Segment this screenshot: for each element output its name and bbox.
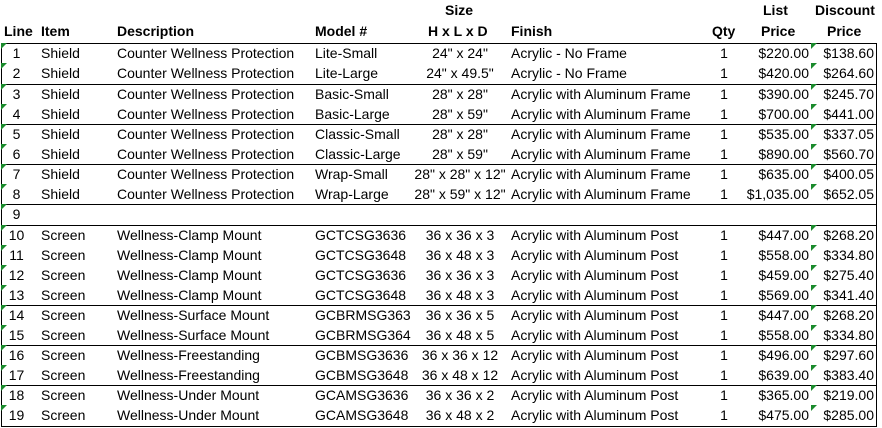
finish-cell[interactable]: Acrylic with Aluminum Post (511, 247, 679, 263)
cell-indicator-icon (1, 245, 7, 251)
list-price-cell[interactable]: $535.00 (758, 126, 809, 142)
header-list-top: List (763, 2, 788, 18)
header-list-bottom: Price (761, 23, 796, 39)
item-cell[interactable]: Screen (41, 327, 86, 343)
line-number-cell[interactable]: 16 (8, 347, 25, 363)
cell-indicator-icon (1, 305, 7, 311)
description-cell[interactable]: Wellness-Clamp Mount (117, 247, 262, 263)
table-row[interactable] (0, 43, 882, 63)
qty-cell[interactable]: 1 (720, 45, 728, 61)
item-cell[interactable]: Shield (41, 45, 80, 61)
header-line: Line (4, 23, 33, 39)
table-row[interactable] (0, 84, 882, 104)
line-number-cell[interactable]: 14 (8, 307, 25, 323)
model-cell[interactable]: GCBRMSG364 (315, 327, 411, 343)
table-row[interactable] (0, 265, 882, 285)
qty-cell[interactable]: 1 (720, 247, 728, 263)
qty-cell[interactable]: 1 (720, 126, 728, 142)
item-cell[interactable]: Shield (41, 65, 80, 81)
description-cell[interactable]: Counter Wellness Protection (117, 186, 295, 202)
discount-price-cell[interactable]: $334.80 (823, 247, 874, 263)
size-cell[interactable]: 36 x 48 x 3 (425, 247, 495, 263)
cell-indicator-icon (1, 63, 7, 69)
line-number-cell[interactable]: 6 (12, 146, 21, 162)
description-cell[interactable]: Wellness-Under Mount (117, 407, 260, 423)
line-number-cell[interactable]: 19 (8, 407, 25, 423)
description-cell[interactable]: Counter Wellness Protection (117, 166, 295, 182)
line-number-cell[interactable]: 3 (12, 86, 21, 102)
description-cell[interactable]: Wellness-Clamp Mount (117, 227, 262, 243)
list-price-cell[interactable]: $496.00 (758, 347, 809, 363)
list-price-cell[interactable]: $475.00 (758, 407, 809, 423)
cell-indicator-icon (1, 385, 7, 391)
description-cell[interactable]: Wellness-Clamp Mount (117, 287, 262, 303)
size-cell[interactable]: 36 x 48 x 3 (425, 287, 495, 303)
header-model: Model # (315, 23, 368, 39)
qty-cell[interactable]: 1 (720, 327, 728, 343)
cell-indicator-icon (811, 164, 817, 170)
finish-cell[interactable]: Acrylic with Aluminum Post (511, 367, 679, 383)
model-cell[interactable]: GCAMSG3648 (315, 407, 409, 423)
description-cell[interactable] (117, 204, 313, 224)
item-cell[interactable]: Shield (41, 186, 80, 202)
finish-cell[interactable]: Acrylic with Aluminum Frame (511, 86, 691, 102)
item-cell[interactable]: Screen (41, 227, 86, 243)
qty-cell[interactable]: 1 (720, 186, 728, 202)
header-item: Item (41, 23, 70, 39)
list-price-cell[interactable]: $700.00 (758, 106, 809, 122)
description-cell[interactable]: Counter Wellness Protection (117, 45, 295, 61)
size-cell[interactable]: 24" x 49.5" (426, 65, 494, 81)
model-cell[interactable]: GCTCSG3636 (315, 267, 407, 283)
table-row[interactable] (0, 124, 882, 144)
list-price-cell[interactable]: $890.00 (758, 146, 809, 162)
cell-indicator-icon (811, 124, 817, 130)
line-number-cell[interactable]: 12 (8, 267, 25, 283)
list-price-cell[interactable]: $420.00 (758, 65, 809, 81)
size-cell[interactable]: 28" x 28" x 12" (414, 166, 506, 182)
item-cell[interactable]: Shield (41, 126, 80, 142)
item-cell[interactable]: Screen (41, 407, 86, 423)
qty-cell[interactable]: 1 (720, 86, 728, 102)
model-cell[interactable]: Lite-Large (315, 65, 379, 81)
table-row[interactable] (0, 144, 882, 164)
cell-indicator-icon (811, 325, 817, 331)
item-cell[interactable]: Screen (41, 287, 86, 303)
cell-indicator-icon (1, 184, 7, 190)
size-cell[interactable]: 28" x 28" (432, 86, 488, 102)
finish-cell[interactable] (511, 204, 707, 224)
qty-cell[interactable]: 1 (720, 287, 728, 303)
finish-cell[interactable]: Acrylic - No Frame (511, 45, 627, 61)
line-number-cell[interactable]: 11 (9, 247, 24, 263)
table-row[interactable] (0, 285, 882, 305)
discount-price-cell[interactable]: $400.05 (823, 166, 874, 182)
cell-indicator-icon (811, 144, 817, 150)
header-discount-bottom: Price (827, 23, 862, 39)
cell-indicator-icon (811, 305, 817, 311)
size-cell[interactable]: 36 x 36 x 5 (425, 307, 495, 323)
header-size-bottom: H x L x D (428, 23, 488, 39)
header-description: Description (117, 23, 195, 39)
discount-price-cell[interactable]: $441.00 (823, 106, 874, 122)
discount-price-cell[interactable]: $560.70 (823, 146, 874, 162)
header-finish: Finish (511, 23, 553, 39)
line-number-cell[interactable]: 17 (8, 367, 25, 383)
discount-price-cell[interactable]: $285.00 (823, 407, 874, 423)
cell-indicator-icon (1, 104, 7, 110)
item-cell[interactable]: Screen (41, 387, 86, 403)
cell-indicator-icon (1, 325, 7, 331)
item-cell[interactable]: Shield (41, 146, 80, 162)
description-cell[interactable]: Wellness-Surface Mount (117, 327, 270, 343)
qty-cell[interactable]: 1 (720, 387, 728, 403)
size-cell[interactable]: 36 x 36 x 2 (425, 387, 495, 403)
qty-cell[interactable]: 1 (720, 347, 728, 363)
description-cell[interactable]: Wellness-Clamp Mount (117, 267, 262, 283)
qty-cell[interactable]: 1 (720, 407, 728, 423)
list-price-cell[interactable]: $639.00 (758, 367, 809, 383)
list-price-cell[interactable] (741, 204, 809, 224)
discount-price-cell[interactable]: $337.05 (823, 126, 874, 142)
list-price-cell[interactable]: $447.00 (758, 307, 809, 323)
line-number-cell[interactable]: 1 (12, 45, 21, 61)
size-cell[interactable]: 28" x 59" (432, 146, 488, 162)
list-price-cell[interactable]: $459.00 (758, 267, 809, 283)
list-price-cell[interactable]: $558.00 (758, 327, 809, 343)
line-number-cell[interactable]: 9 (12, 206, 21, 222)
finish-cell[interactable]: Acrylic with Aluminum Post (511, 327, 679, 343)
discount-price-cell[interactable]: $138.60 (823, 45, 874, 61)
discount-price-cell[interactable]: $268.20 (823, 307, 874, 323)
cell-indicator-icon (811, 245, 817, 251)
table-row[interactable] (0, 204, 882, 224)
finish-cell[interactable]: Acrylic with Aluminum Post (511, 407, 679, 423)
qty-cell[interactable] (707, 204, 741, 224)
item-cell[interactable]: Shield (41, 166, 80, 182)
discount-price-cell[interactable]: $275.40 (823, 267, 874, 283)
qty-cell[interactable]: 1 (720, 146, 728, 162)
cell-indicator-icon (811, 365, 817, 371)
model-cell[interactable]: Classic-Small (315, 126, 400, 142)
table-row[interactable] (0, 305, 882, 325)
table-row[interactable] (0, 63, 882, 83)
size-cell[interactable] (411, 204, 509, 224)
finish-cell[interactable]: Acrylic with Aluminum Post (511, 307, 679, 323)
cell-indicator-icon (1, 265, 7, 271)
list-price-cell[interactable]: $390.00 (758, 86, 809, 102)
description-cell[interactable]: Counter Wellness Protection (117, 65, 295, 81)
size-cell[interactable]: 36 x 36 x 3 (425, 267, 495, 283)
qty-cell[interactable]: 1 (720, 65, 728, 81)
item-cell[interactable]: Shield (41, 86, 80, 102)
discount-price-cell[interactable]: $341.40 (823, 287, 874, 303)
header-discount-top: Discount (815, 2, 875, 18)
description-cell[interactable]: Wellness-Surface Mount (117, 307, 270, 323)
cell-indicator-icon (811, 405, 817, 411)
size-cell[interactable]: 36 x 36 x 3 (425, 227, 495, 243)
size-cell[interactable]: 36 x 36 x 12 (421, 347, 499, 363)
list-price-cell[interactable]: $365.00 (758, 387, 809, 403)
item-cell[interactable]: Screen (41, 307, 86, 323)
model-cell[interactable]: GCTCSG3648 (315, 287, 407, 303)
size-cell[interactable]: 36 x 48 x 12 (421, 367, 499, 383)
item-cell[interactable] (41, 204, 115, 224)
qty-cell[interactable]: 1 (720, 367, 728, 383)
cell-indicator-icon (1, 225, 7, 231)
line-number-cell[interactable]: 13 (8, 287, 25, 303)
discount-price-cell[interactable]: $383.40 (823, 367, 874, 383)
size-cell[interactable]: 24" x 24" (432, 45, 488, 61)
finish-cell[interactable]: Acrylic with Aluminum Post (511, 287, 679, 303)
header-qty: Qty (712, 23, 736, 39)
finish-cell[interactable]: Acrylic with Aluminum Post (511, 267, 679, 283)
description-cell[interactable]: Counter Wellness Protection (117, 86, 295, 102)
line-number-cell[interactable]: 8 (12, 186, 21, 202)
finish-cell[interactable]: Acrylic with Aluminum Frame (511, 126, 691, 142)
line-number-cell[interactable]: 10 (8, 227, 25, 243)
description-cell[interactable]: Wellness-Freestanding (117, 367, 260, 383)
size-cell[interactable]: 28" x 59" x 12" (414, 186, 506, 202)
model-cell[interactable]: Basic-Small (315, 86, 389, 102)
model-cell[interactable]: GCAMSG3636 (315, 387, 409, 403)
size-cell[interactable]: 36 x 48 x 5 (425, 327, 495, 343)
model-cell[interactable] (315, 204, 411, 224)
item-cell[interactable]: Screen (41, 347, 86, 363)
finish-cell[interactable]: Acrylic with Aluminum Frame (511, 146, 691, 162)
qty-cell[interactable]: 1 (720, 166, 728, 182)
list-price-cell[interactable]: $635.00 (758, 166, 809, 182)
cell-indicator-icon (811, 345, 817, 351)
cell-indicator-icon (1, 345, 7, 351)
qty-cell[interactable]: 1 (720, 307, 728, 323)
finish-cell[interactable]: Acrylic with Aluminum Post (511, 227, 679, 243)
cell-indicator-icon (1, 124, 7, 130)
table-row[interactable] (0, 184, 882, 204)
list-price-cell[interactable]: $558.00 (758, 247, 809, 263)
model-cell[interactable]: GCBRMSG363 (315, 307, 411, 323)
table-row[interactable] (0, 345, 882, 365)
model-cell[interactable]: GCBMSG3648 (315, 367, 409, 383)
cell-indicator-icon (811, 225, 817, 231)
description-cell[interactable]: Wellness-Freestanding (117, 347, 260, 363)
discount-price-cell[interactable] (811, 204, 874, 224)
qty-cell[interactable]: 1 (720, 106, 728, 122)
line-number-cell[interactable]: 2 (12, 65, 21, 81)
line-number-cell[interactable]: 18 (8, 387, 25, 403)
model-cell[interactable]: Classic-Large (315, 146, 401, 162)
model-cell[interactable]: Wrap-Small (315, 166, 388, 182)
line-number-cell[interactable]: 7 (12, 166, 21, 182)
table-row[interactable] (0, 225, 882, 245)
cell-indicator-icon (1, 43, 7, 49)
size-cell[interactable]: 28" x 59" (432, 106, 488, 122)
line-number-cell[interactable]: 15 (8, 327, 25, 343)
cell-indicator-icon (811, 84, 817, 90)
discount-price-cell[interactable]: $219.00 (823, 387, 874, 403)
discount-price-cell[interactable]: $652.05 (823, 186, 874, 202)
model-cell[interactable]: GCTCSG3636 (315, 227, 407, 243)
finish-cell[interactable]: Acrylic with Aluminum Post (511, 387, 679, 403)
description-cell[interactable]: Wellness-Under Mount (117, 387, 260, 403)
discount-price-cell[interactable]: $245.70 (823, 86, 874, 102)
discount-price-cell[interactable]: $264.60 (823, 65, 874, 81)
list-price-cell[interactable]: $1,035.00 (746, 186, 809, 202)
cell-indicator-icon (1, 405, 7, 411)
cell-indicator-icon (1, 204, 7, 210)
table-row[interactable] (0, 405, 882, 425)
cell-indicator-icon (1, 144, 7, 150)
cell-indicator-icon (811, 63, 817, 69)
finish-cell[interactable]: Acrylic - No Frame (511, 65, 627, 81)
item-cell[interactable]: Shield (41, 106, 80, 122)
size-cell[interactable]: 28" x 28" (432, 126, 488, 142)
cell-indicator-icon (1, 285, 7, 291)
qty-cell[interactable]: 1 (720, 227, 728, 243)
model-cell[interactable]: Wrap-Large (315, 186, 389, 202)
discount-price-cell[interactable]: $268.20 (823, 227, 874, 243)
finish-cell[interactable]: Acrylic with Aluminum Frame (511, 166, 691, 182)
model-cell[interactable]: GCTCSG3648 (315, 247, 407, 263)
cell-indicator-icon (811, 285, 817, 291)
description-cell[interactable]: Counter Wellness Protection (117, 146, 295, 162)
table-row[interactable] (0, 164, 882, 184)
table-row[interactable] (0, 104, 882, 124)
item-cell[interactable]: Screen (41, 267, 86, 283)
model-cell[interactable]: Basic-Large (315, 106, 390, 122)
cell-indicator-icon (811, 385, 817, 391)
size-cell[interactable]: 36 x 48 x 2 (425, 407, 495, 423)
table-row[interactable] (0, 325, 882, 345)
cell-indicator-icon (811, 265, 817, 271)
table-row[interactable] (0, 385, 882, 405)
cell-indicator-icon (1, 365, 7, 371)
header-size-top: Size (445, 2, 474, 18)
cell-indicator-icon (811, 104, 817, 110)
cell-indicator-icon (811, 43, 817, 49)
list-price-cell[interactable]: $569.00 (758, 287, 809, 303)
model-cell[interactable]: GCBMSG3636 (315, 347, 409, 363)
table-row[interactable] (0, 365, 882, 385)
cell-indicator-icon (1, 84, 7, 90)
discount-price-cell[interactable]: $297.60 (823, 347, 874, 363)
discount-price-cell[interactable]: $334.80 (823, 327, 874, 343)
qty-cell[interactable]: 1 (720, 267, 728, 283)
item-cell[interactable]: Screen (41, 367, 86, 383)
model-cell[interactable]: Lite-Small (315, 45, 378, 61)
item-cell[interactable]: Screen (41, 247, 86, 263)
finish-cell[interactable]: Acrylic with Aluminum Frame (511, 106, 691, 122)
description-cell[interactable]: Counter Wellness Protection (117, 126, 295, 142)
cell-indicator-icon (1, 164, 7, 170)
finish-cell[interactable]: Acrylic with Aluminum Frame (511, 186, 691, 202)
table-row[interactable] (0, 245, 882, 265)
line-number-cell[interactable]: 4 (12, 106, 21, 122)
cell-indicator-icon (811, 184, 817, 190)
description-cell[interactable]: Counter Wellness Protection (117, 106, 295, 122)
line-number-cell[interactable]: 5 (12, 126, 21, 142)
finish-cell[interactable]: Acrylic with Aluminum Post (511, 347, 679, 363)
list-price-cell[interactable]: $447.00 (758, 227, 809, 243)
list-price-cell[interactable]: $220.00 (758, 45, 809, 61)
